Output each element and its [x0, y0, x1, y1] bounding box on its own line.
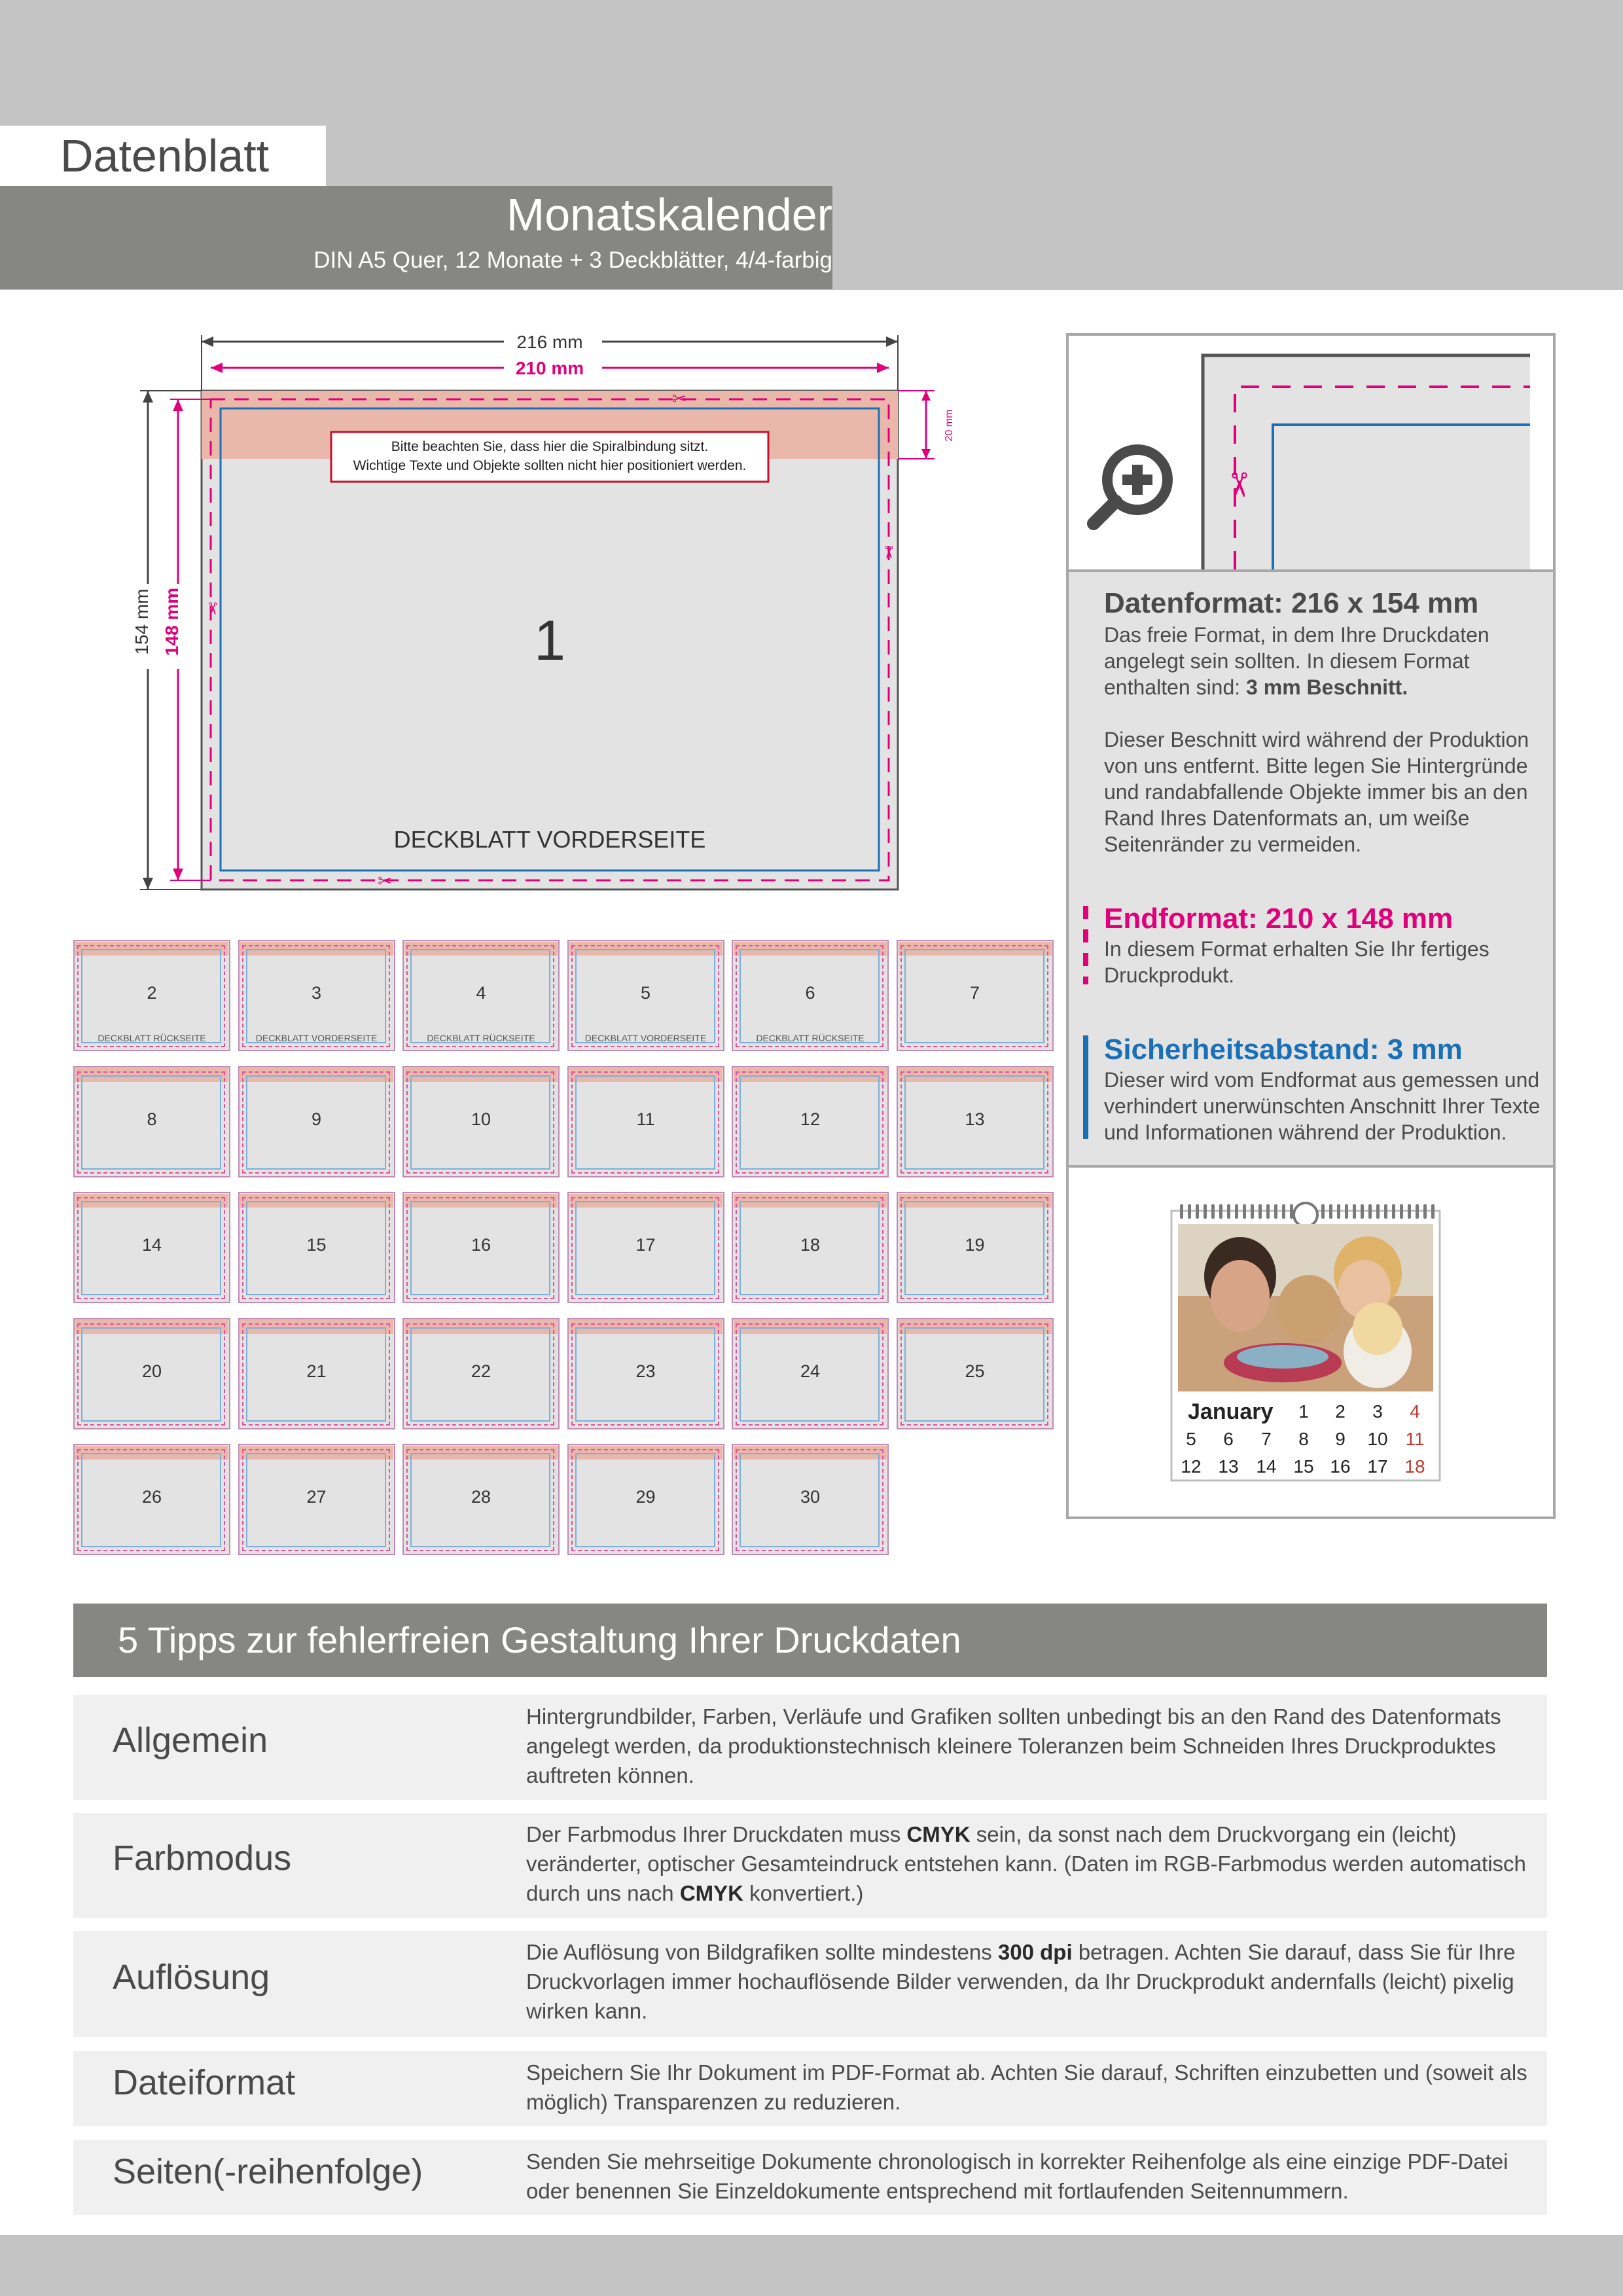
page-thumbnail	[402, 1318, 560, 1429]
spiral-loop	[1204, 1204, 1207, 1219]
sicherheit-marker	[1083, 1035, 1088, 1139]
datenformat-text-bold: 3 mm Beschnitt.	[1246, 675, 1408, 699]
photo-person	[1211, 1260, 1270, 1332]
photo-object	[1237, 1345, 1329, 1369]
calendar-day: 9	[1335, 1429, 1346, 1449]
page-thumbnail	[567, 1318, 724, 1429]
scissors-icon: ✂	[1219, 471, 1257, 499]
binding-notice-line2: Wichtige Texte und Objekte sollten nicht hier positioniert werden.	[353, 458, 747, 473]
thumb-caption: DECKBLATT RÜCKSEITE	[756, 1033, 865, 1043]
page-thumbnail	[238, 940, 395, 1051]
spiral-loop	[1196, 1204, 1199, 1219]
thumb-number: 13	[965, 1109, 985, 1129]
page-thumbnail	[402, 1444, 560, 1555]
page-thumbnail	[238, 1318, 395, 1429]
arrow-icon	[202, 336, 213, 347]
page-thumbnail	[567, 1444, 724, 1555]
photo-person	[1353, 1302, 1402, 1355]
thumb-number: 7	[969, 983, 980, 1003]
spiral-loop	[1258, 1204, 1262, 1219]
sicherheit-title: Sicherheitsabstand: 3 mm	[1104, 1033, 1463, 1066]
page-thumbnail	[897, 1318, 1054, 1429]
thumb-caption: DECKBLATT RÜCKSEITE	[427, 1033, 535, 1043]
thumb-number: 2	[147, 983, 157, 1003]
page-number: 1	[534, 609, 565, 672]
thumb-number: 3	[311, 983, 322, 1003]
arrow-icon	[211, 363, 223, 373]
document-label: Datenblatt	[60, 130, 270, 181]
format-diagram	[131, 327, 982, 897]
page-title: Monatskalender	[506, 189, 832, 240]
corner-zoom-detail	[1069, 336, 1553, 569]
endformat-marker	[1083, 906, 1088, 984]
arrow-icon	[886, 336, 898, 347]
page-thumbnail	[732, 1066, 889, 1177]
calendar-day: 11	[1405, 1429, 1425, 1449]
spiral-loop	[1227, 1204, 1230, 1219]
calendar-day: 6	[1223, 1429, 1234, 1449]
spiral-loop	[1384, 1204, 1387, 1219]
tip-row	[73, 2140, 1547, 2215]
tip-row	[73, 2051, 1547, 2126]
arrow-icon	[143, 391, 153, 403]
thumb-number: 21	[306, 1361, 327, 1381]
zoom-in-icon	[1094, 450, 1168, 524]
page-thumbnail	[238, 1066, 395, 1177]
calendar-day: 15	[1293, 1456, 1314, 1477]
spiral-loop	[1408, 1204, 1411, 1219]
width-outer-label: 216 mm	[516, 332, 583, 352]
calendar-illustration	[1168, 1198, 1443, 1486]
hanger-icon	[1294, 1203, 1317, 1227]
datenformat-title: Datenformat: 216 x 154 mm	[1104, 587, 1479, 619]
spiral-loop	[1368, 1204, 1372, 1219]
calendar-day: 7	[1261, 1429, 1272, 1449]
arrow-icon	[173, 869, 183, 880]
page-thumbnail	[897, 1192, 1054, 1303]
calendar-day: 2	[1335, 1401, 1346, 1422]
thumb-number: 25	[965, 1361, 985, 1381]
thumb-number: 19	[965, 1235, 985, 1255]
calendar-day: 17	[1367, 1456, 1388, 1477]
calendar-day: 12	[1181, 1456, 1202, 1477]
calendar-month: January	[1188, 1399, 1274, 1424]
datenformat-text-a: Das freie Format, in dem Ihre Druckdaten angelegt sein sollten. In diesem Format enthalten sind:	[1104, 623, 1489, 699]
thumb-number: 16	[471, 1235, 491, 1255]
tip-text: Der Farbmodus Ihrer Druckdaten muss CMYK sein, da sonst nach dem Druckvorgang ein (leicht) veränderter, optischer Gesamteindruck entstehen kann. (Daten im RGB-Farbmodus werden automatisch durch uns nach CMYK konvertiert.)	[526, 1822, 1526, 1905]
thumb-number: 9	[311, 1109, 322, 1129]
calendar-day: 5	[1186, 1429, 1196, 1449]
datenformat-text-b: Dieser Beschnitt wird während der Produktion von uns entfernt. Bitte legen Sie Hintergründe und randabfallende Objekte immer bis an den Rand Ihres Datenformats an, um weiße Seitenränder zu vermeiden.	[1104, 728, 1529, 856]
spiral-loop	[1251, 1204, 1254, 1219]
page-subtitle: DIN A5 Quer, 12 Monate + 3 Deckblätter, 4/4-farbig	[313, 247, 832, 273]
thumb-number: 23	[635, 1361, 656, 1381]
tip-text: Speichern Sie Ihr Dokument im PDF-Format ab. Achten Sie darauf, Schriften einzubetten und (soweit als möglich) Transparenzen zu reduzieren.	[526, 2060, 1527, 2114]
tip-row	[73, 1931, 1547, 2037]
tip-text: Senden Sie mehrseitige Dokumente chronologisch in korrekter Reihenfolge als eine einzige PDF-Datei oder benennen Sie Einzeldokumente entsprechend mit fortlaufenden Seitennummern.	[526, 2149, 1508, 2203]
spiral-loop	[1361, 1204, 1364, 1219]
arrow-icon	[173, 399, 183, 411]
arrow-icon	[143, 878, 153, 889]
thumb-number: 20	[141, 1361, 162, 1381]
thumb-number: 18	[800, 1235, 821, 1255]
page-thumbnail	[732, 1318, 889, 1429]
spiral-loop	[1353, 1204, 1356, 1219]
tip-text: Die Auflösung von Bildgrafiken sollte mindestens 300 dpi betragen. Achten Sie darauf, dass Sie für Ihre Druckvorlagen immer hochauflösende Bilder verwenden, da Ihr Druckprodukt andernfalls (leicht) pixelig wirken kann.	[526, 1940, 1516, 2023]
photo-person	[1277, 1275, 1340, 1343]
tip-label: Dateiformat	[113, 2063, 296, 2102]
page-thumbnail	[567, 1066, 724, 1177]
thumb-number: 22	[471, 1361, 491, 1381]
thumb-number: 4	[476, 983, 486, 1003]
tip-label: Farbmodus	[113, 1839, 292, 1878]
tip-label: Auflösung	[113, 1958, 270, 1997]
page-thumbnail	[732, 1444, 889, 1555]
page-thumbnail	[73, 1318, 230, 1429]
page-thumbnail	[402, 1192, 560, 1303]
page-thumbnail	[897, 940, 1054, 1051]
thumb-number: 29	[635, 1487, 656, 1507]
spiral-loop	[1416, 1204, 1419, 1219]
tip-label: Seiten(-reihenfolge)	[113, 2152, 423, 2191]
endformat-title: Endformat: 210 x 148 mm	[1104, 903, 1454, 935]
spiral-loop	[1431, 1204, 1435, 1219]
page-thumbnail	[567, 940, 724, 1051]
arrow-icon	[921, 391, 931, 401]
spiral-loop	[1180, 1204, 1183, 1219]
page-thumbnail	[402, 940, 560, 1051]
thumb-number: 28	[471, 1487, 491, 1507]
spiral-loop	[1235, 1204, 1238, 1219]
thumb-caption: DECKBLATT VORDERSEITE	[255, 1033, 378, 1043]
spiral-loop	[1274, 1204, 1277, 1219]
thumb-number: 5	[640, 983, 651, 1003]
page-thumbnail	[567, 1192, 724, 1303]
page-caption: DECKBLATT VORDERSEITE	[393, 826, 706, 853]
spiral-loop	[1219, 1204, 1222, 1219]
tip-row	[73, 1813, 1547, 1918]
tip-row	[73, 1695, 1547, 1800]
datenformat-text	[1104, 622, 1549, 700]
tips-title: 5 Tipps zur fehlerfreien Gestaltung Ihrer Druckdaten	[118, 1619, 961, 1660]
page-thumbnail	[73, 1192, 230, 1303]
calendar-day: 14	[1256, 1456, 1277, 1477]
thumb-number: 10	[471, 1109, 491, 1129]
thumb-number: 30	[800, 1487, 821, 1507]
sicherheit-text: Dieser wird vom Endformat aus gemessen und verhindert unerwünschten Anschnitt Ihrer Texte und Informationen während der Produktion.	[1104, 1068, 1541, 1144]
thumb-number: 24	[800, 1361, 821, 1381]
spiral-loop	[1345, 1204, 1348, 1219]
calendar-day: 4	[1410, 1401, 1420, 1422]
scissors-icon: ✂	[672, 389, 687, 408]
spiral-loop	[1423, 1204, 1427, 1219]
page-thumbnail	[73, 940, 230, 1051]
calendar-day: 10	[1367, 1429, 1388, 1449]
calendar-day: 16	[1330, 1456, 1351, 1477]
page-thumbnail	[238, 1444, 395, 1555]
thumb-number: 11	[636, 1109, 655, 1129]
arrow-icon	[877, 363, 889, 373]
page-thumbnail	[238, 1192, 395, 1303]
calendar-day: 18	[1404, 1456, 1425, 1477]
thumb-number: 26	[141, 1487, 162, 1507]
spiral-loop	[1243, 1204, 1246, 1219]
spiral-loop	[1400, 1204, 1403, 1219]
spiral-loop	[1337, 1204, 1340, 1219]
calendar-day: 13	[1218, 1456, 1239, 1477]
spiral-loop	[1392, 1204, 1395, 1219]
height-inner-label: 148 mm	[162, 587, 182, 656]
binding-notice-line1: Bitte beachten Sie, dass hier die Spiralbindung sitzt.	[391, 439, 709, 454]
endformat-text: In diesem Format erhalten Sie Ihr fertiges Druckprodukt.	[1104, 937, 1489, 987]
tip-text: Hintergrundbilder, Farben, Verläufe und Grafiken sollten unbedingt bis an den Rand des Datenformats angelegt werden, da produktionstechnisch kleinere Toleranzen beim Schneiden Ihres Druckproduktes auftreten können.	[526, 1704, 1501, 1787]
calendar-day: 3	[1372, 1401, 1383, 1422]
page-thumbnail	[732, 940, 889, 1051]
thumb-caption: DECKBLATT RÜCKSEITE	[98, 1033, 206, 1043]
spiral-loop	[1321, 1204, 1325, 1219]
page-thumbnail	[897, 1066, 1054, 1177]
height-outer-label: 154 mm	[132, 588, 152, 655]
thumb-number: 15	[306, 1235, 327, 1255]
thumb-caption: DECKBLATT VORDERSEITE	[584, 1033, 707, 1043]
page-thumbnail	[732, 1192, 889, 1303]
scissors-icon: ✂	[879, 545, 899, 560]
spiral-loop	[1282, 1204, 1285, 1219]
thumb-number: 8	[147, 1109, 157, 1129]
spiral-loop	[1188, 1204, 1191, 1219]
bottom-band	[0, 2235, 1623, 2296]
width-inner-label: 210 mm	[515, 358, 584, 378]
calendar-day: 8	[1298, 1429, 1309, 1449]
thumb-number: 17	[635, 1235, 656, 1255]
scissors-icon: ✂	[203, 601, 223, 616]
thumb-number: 12	[800, 1109, 821, 1129]
arrow-icon	[921, 449, 931, 459]
scissors-icon: ✂	[378, 871, 392, 891]
spiral-loop	[1376, 1204, 1380, 1219]
page-thumbnail	[402, 1066, 560, 1177]
spiral-loop	[1266, 1204, 1270, 1219]
spiral-loop	[1211, 1204, 1215, 1219]
calendar-day: 1	[1298, 1401, 1309, 1422]
binding-depth-label: 20 mm	[944, 409, 955, 442]
page-thumbnail	[73, 1066, 230, 1177]
thumb-number: 27	[306, 1487, 327, 1507]
thumb-number: 14	[141, 1235, 162, 1255]
tip-label: Allgemein	[113, 1721, 268, 1760]
thumb-number: 6	[805, 983, 815, 1003]
spiral-loop	[1329, 1204, 1332, 1219]
page-thumbnail	[73, 1444, 230, 1555]
